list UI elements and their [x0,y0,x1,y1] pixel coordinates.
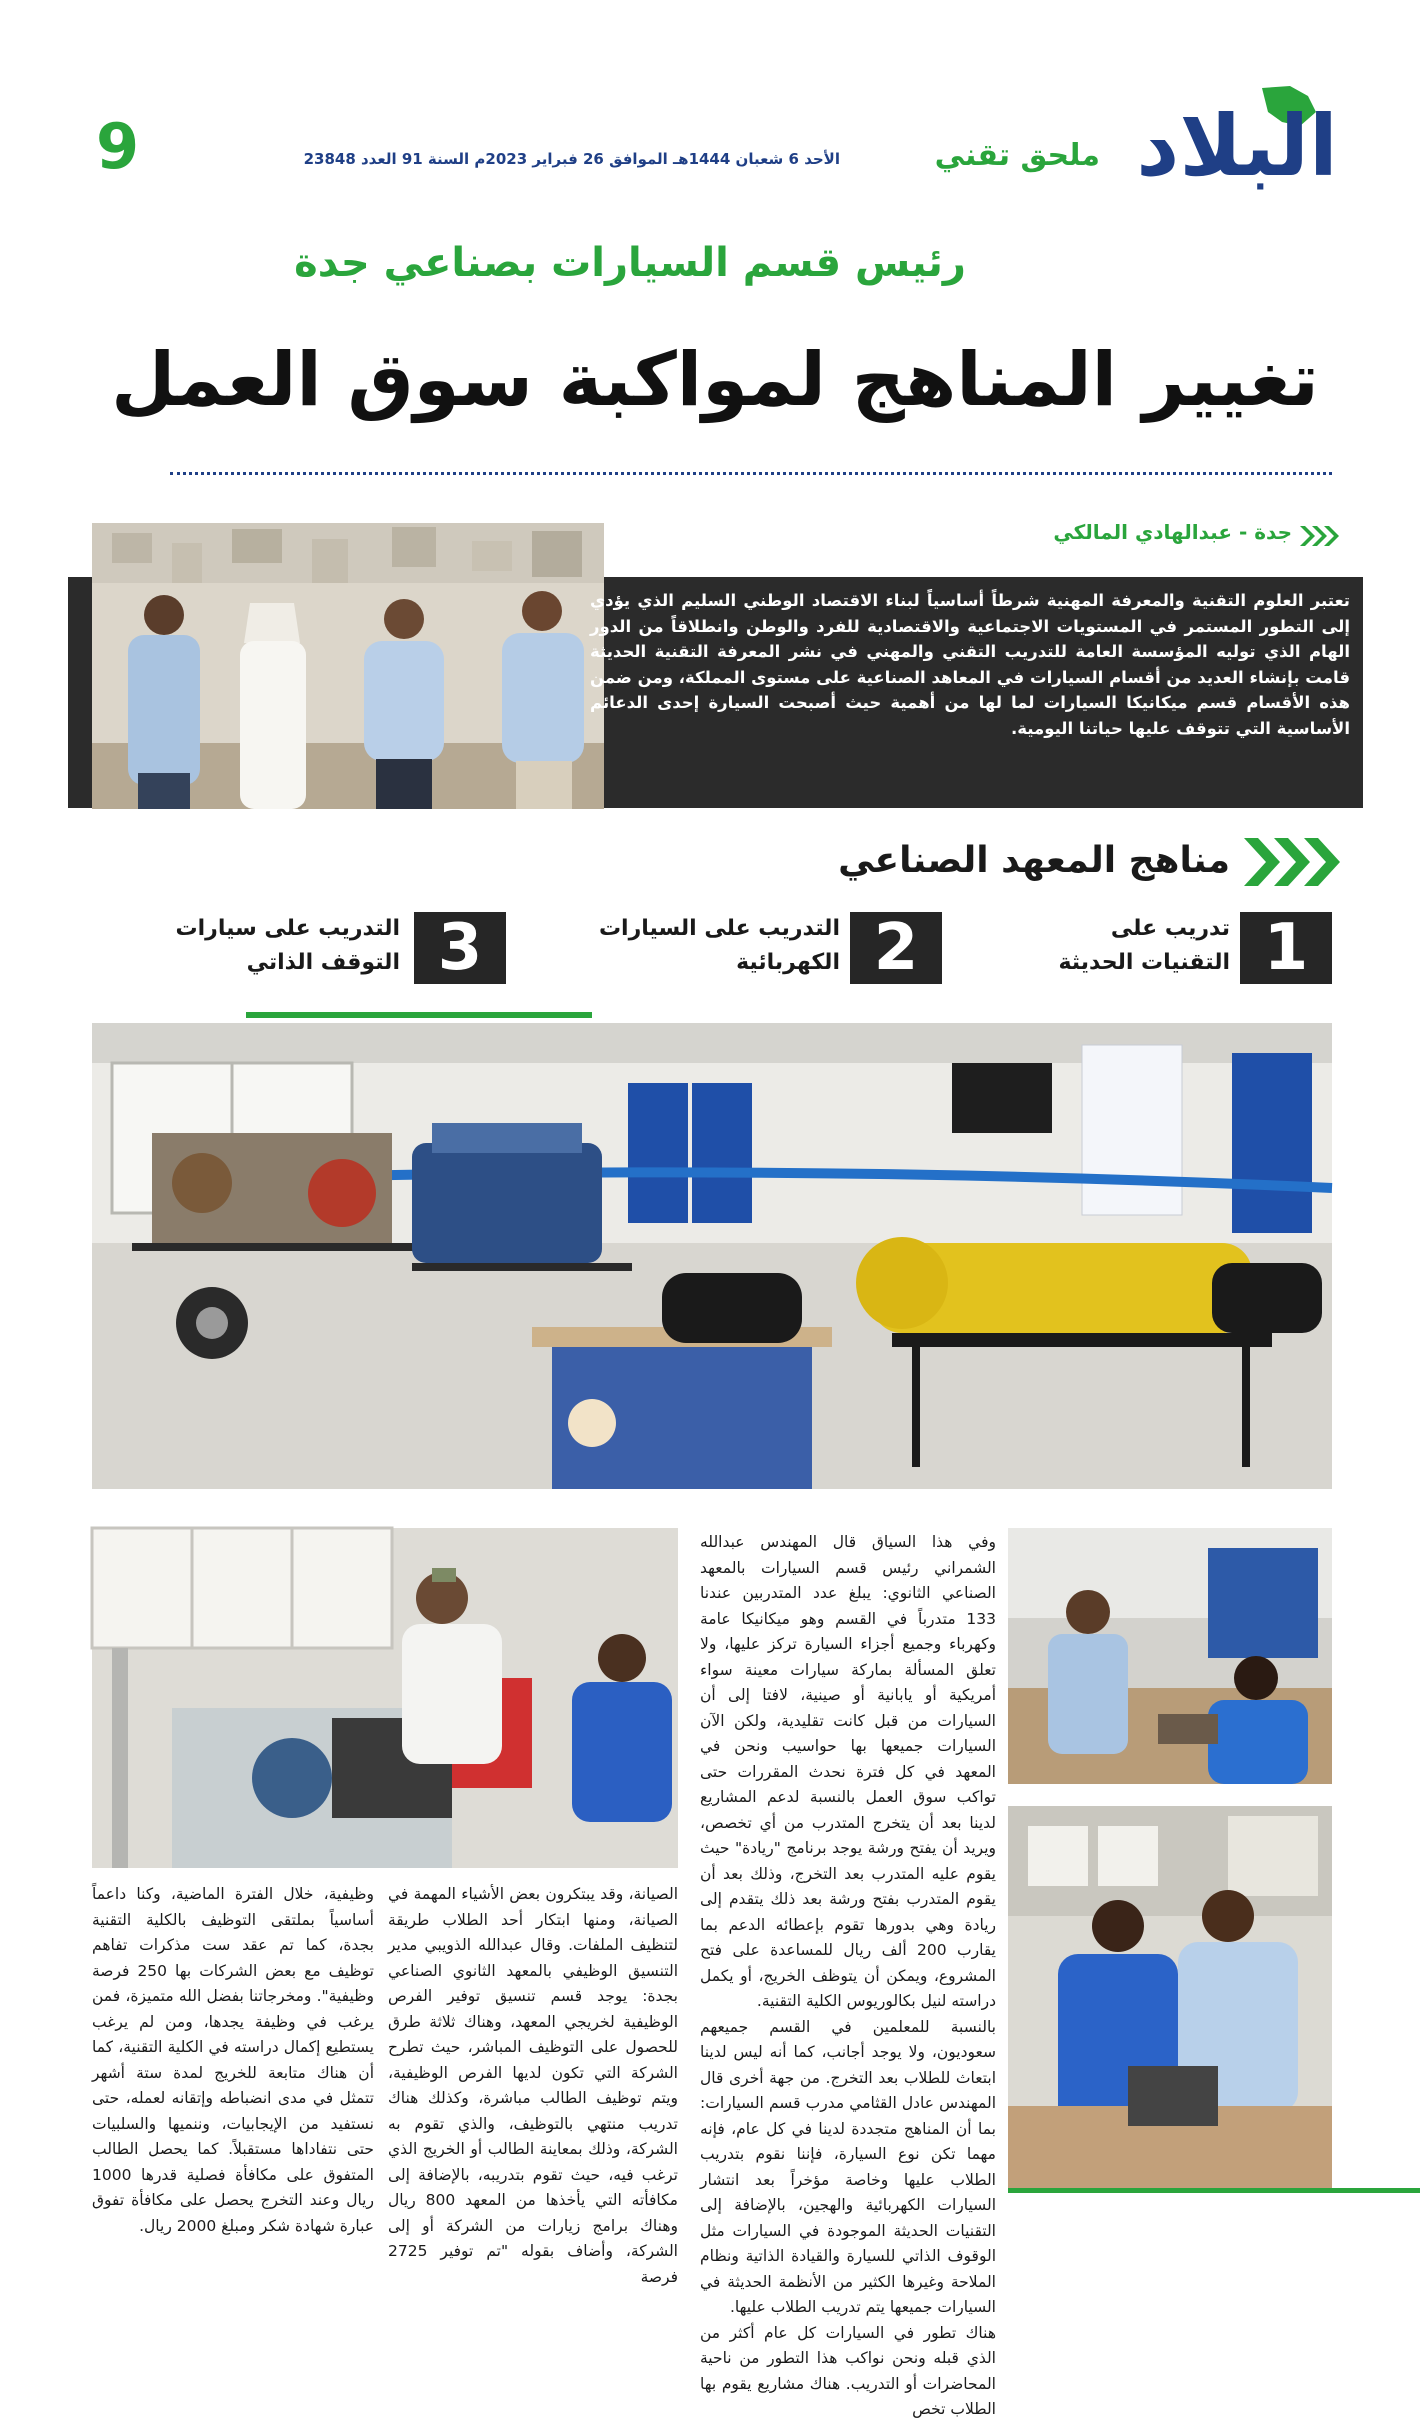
workshop-photo [92,1023,1332,1489]
section-title: مناهج المعهد الصناعي [838,840,1230,881]
article-column-1: وفي هذا السياق قال المهندس عبدالله الشمراني رئيس قسم السيارات بالمعهد الصناعي الثانوي: يبلغ عدد المتدربين عندنا 133 متدرباً في القسم وهو ميكانيكا عامة وكهرباء وجميع أجزاء السيارة تركز عليها، ولا تعلق المسألة بماركة سيارات معينة سواء أمريكية أو يابانية أو صينية، لافتا إلى أن السيارات من قبل كانت تقليدية، ولكن الآن السيارات جميعها بها حواسيب ونحن في المعهد في كل فترة نحدث المقررات حتى تواكب سوق العمل بالنسبة لدعم المشاريع لدينا بعد أن يتخرج المتدرب من أي تخصص، ويريد أن يفتح ورشة يوجد برنامج "ريادة" حيث يقوم عليه المتدرب بعد التخرج، وذلك بعد أن يقوم المتدرب بفتح ورشة بعد ذلك يتقدم إلى ريادة وهي بدورها تقوم بإعطائه الدعم بما يقارب 200 ألف ريال للمساعدة على فتح المشروع، ويمكن أن يتوظف الخريج، أو يكمل دراسته لنيل بكالوريوس الكلية التقنية. بالنسبة للمعلمين في القسم جميعهم سعوديون، ولا يوجد أجانب، كما أنه ليس لدينا ابتعاث للطلاب بعد التخرج. من جهة أخرى قال المهندس عادل القثامي مدرب قسم السيارات: بما أن المناهج متجددة لدينا في كل عام، فإنه مهما تكن نوع السيارة، فإننا نقوم بتدريب الطلاب عليها وخاصة مؤخراً بعد انتشار السيارات الكهربائية والهجين، بالإضافة إلى التقنيات الحديثة الموجودة في السيارات مثل الوقوف الذاتي للسيارة والقيادة الذاتية ونظام الملاحة وغيرها الكثير من الأنظمة الحديثة في السيارات جميعها يتم تدريب الطلاب عليها. هناك تطور في السيارات كل عام أكثر من الذي قبله ونحن نواكب هذا التطور من ناحية المحاضرات أو التدريب. هناك مشاريع يقوم بها الطلاب تخص [700,1533,996,2418]
step-number: 2 [850,912,942,984]
team-photo [92,523,604,809]
page-number: 9 [96,110,140,183]
vise-work-photo [1008,1806,1332,2190]
byline-text: جدة - عبدالهادي المالكي [1053,520,1292,544]
chevrons-icon [1300,526,1340,546]
byline [880,518,1340,554]
green-underline [246,1012,592,1018]
divider [170,472,1332,475]
article-column-2: الصيانة، وقد يبتكرون بعض الأشياء المهمة في الصيانة، ومنها ابتكار أحد الطلاب طريقة لتنظيف الملفات. وقال عبدالله الذويبي مدير التنسيق الوظيفي بالمعهد الثانوي الصناعي بجدة: يوجد قسم تنسيق توفير الفرص الوظيفية لخريجي المعهد، وهناك ثلاثة طرق للحصول على التوظيف المباشر، حيث تطرح الشركة التي تكون لديها الفرص الوظيفية، ويتم توظيف الطالب مباشرة، وكذلك هناك تدريب منتهي بالتوظيف، والذي تقوم به الشركة، وذلك بمعاينة الطالب أو الخريج الذي ترغب فيه، حيث تقوم بتدريبه، بالإضافة إلى مكافأته التي يأخذها من المعهد 800 ريال وهناك برامج زيارات من الشركة أو إلى الشركة، وأضاف بقوله "تم توفير 2725 فرصة [388,1885,678,2286]
step-label: التدريب على سيارات التوقف الذاتي [175,916,400,975]
issue-info: الأحد 6 شعبان 1444هـ الموافق 26 فبراير 2023م السنة 91 العدد 23848 [303,150,840,168]
step-label: تدريب على التقنيات الحديثة [1058,916,1230,975]
newspaper-logo [1112,82,1362,202]
supplement-label: ملحق تقني [934,138,1100,173]
article-column-3: وظيفية، خلال الفترة الماضية، وكنا داعماً أساسياً بملتقى التوظيف بالكلية التقنية بجدة، كما تم عقد ست مذكرات تفاهم توظيف مع بعض الشركات بها 250 فرصة وظيفية". ومخرجاتنا بفضل الله متميزة، فمن يرغب في وظيفة يجدها، ومن لم يرغب يستطيع إكمال دراسته في الكلية التقنية، كما أن هناك متابعة للخريج لمدة ستة أشهر تتمثل في مدى انضباطه وإتقانه لعمله، حتى نستفيد من الإيجابيات، وننميها والسلبيات حتى نتفاداها مستقبلاً. كما يحصل الطالب المتفوق على مكافأة فصلية قدرها 1000 ريال وعند التخرج يحصل على مكافأة تفوق عبارة شهادة شكر ومبلغ 2000 ريال. [92,1885,374,2235]
bottom-green-rule [1008,2188,1420,2193]
intro-text: تعتبر العلوم التقنية والمعرفة المهنية شرطاً أساسياً لبناء الاقتصاد الوطني السليم الذي يؤدي إلى التطور المستمر في المستويات الاجتماعية والاقتصادية للفرد والوطن وانطلاقاً من الدور الهام الذي توليه المؤسسة العامة للتدريب التقني والمهني في نشر المعرفة التقنية الحديثة قامت بإنشاء العديد من أقسام السيارات في المعاهد الصناعية على مستوى المملكة، ومن ضمن هذه الأقسام قسم ميكانيكا السيارات لما لها من أهمية حيث أصبحت السيارة إحدى الدعائم الأساسية التي تتوقف عليها حياتنا اليومية. [590,591,1350,738]
headline-title: تغيير المناهج لمواكبة سوق العمل [111,337,1319,423]
step-number: 1 [1240,912,1332,984]
instructor-student-photo [92,1528,678,1868]
chevrons-icon [1244,838,1340,886]
students-workbench-photo [1008,1528,1332,1784]
logo-wordmark: البلاد [1136,97,1338,195]
headline-kicker: رئيس قسم السيارات بصناعي جدة [294,240,966,286]
step-number: 3 [414,912,506,984]
section-header [700,834,1340,888]
step-label: التدريب على السيارات الكهربائية [598,916,840,975]
